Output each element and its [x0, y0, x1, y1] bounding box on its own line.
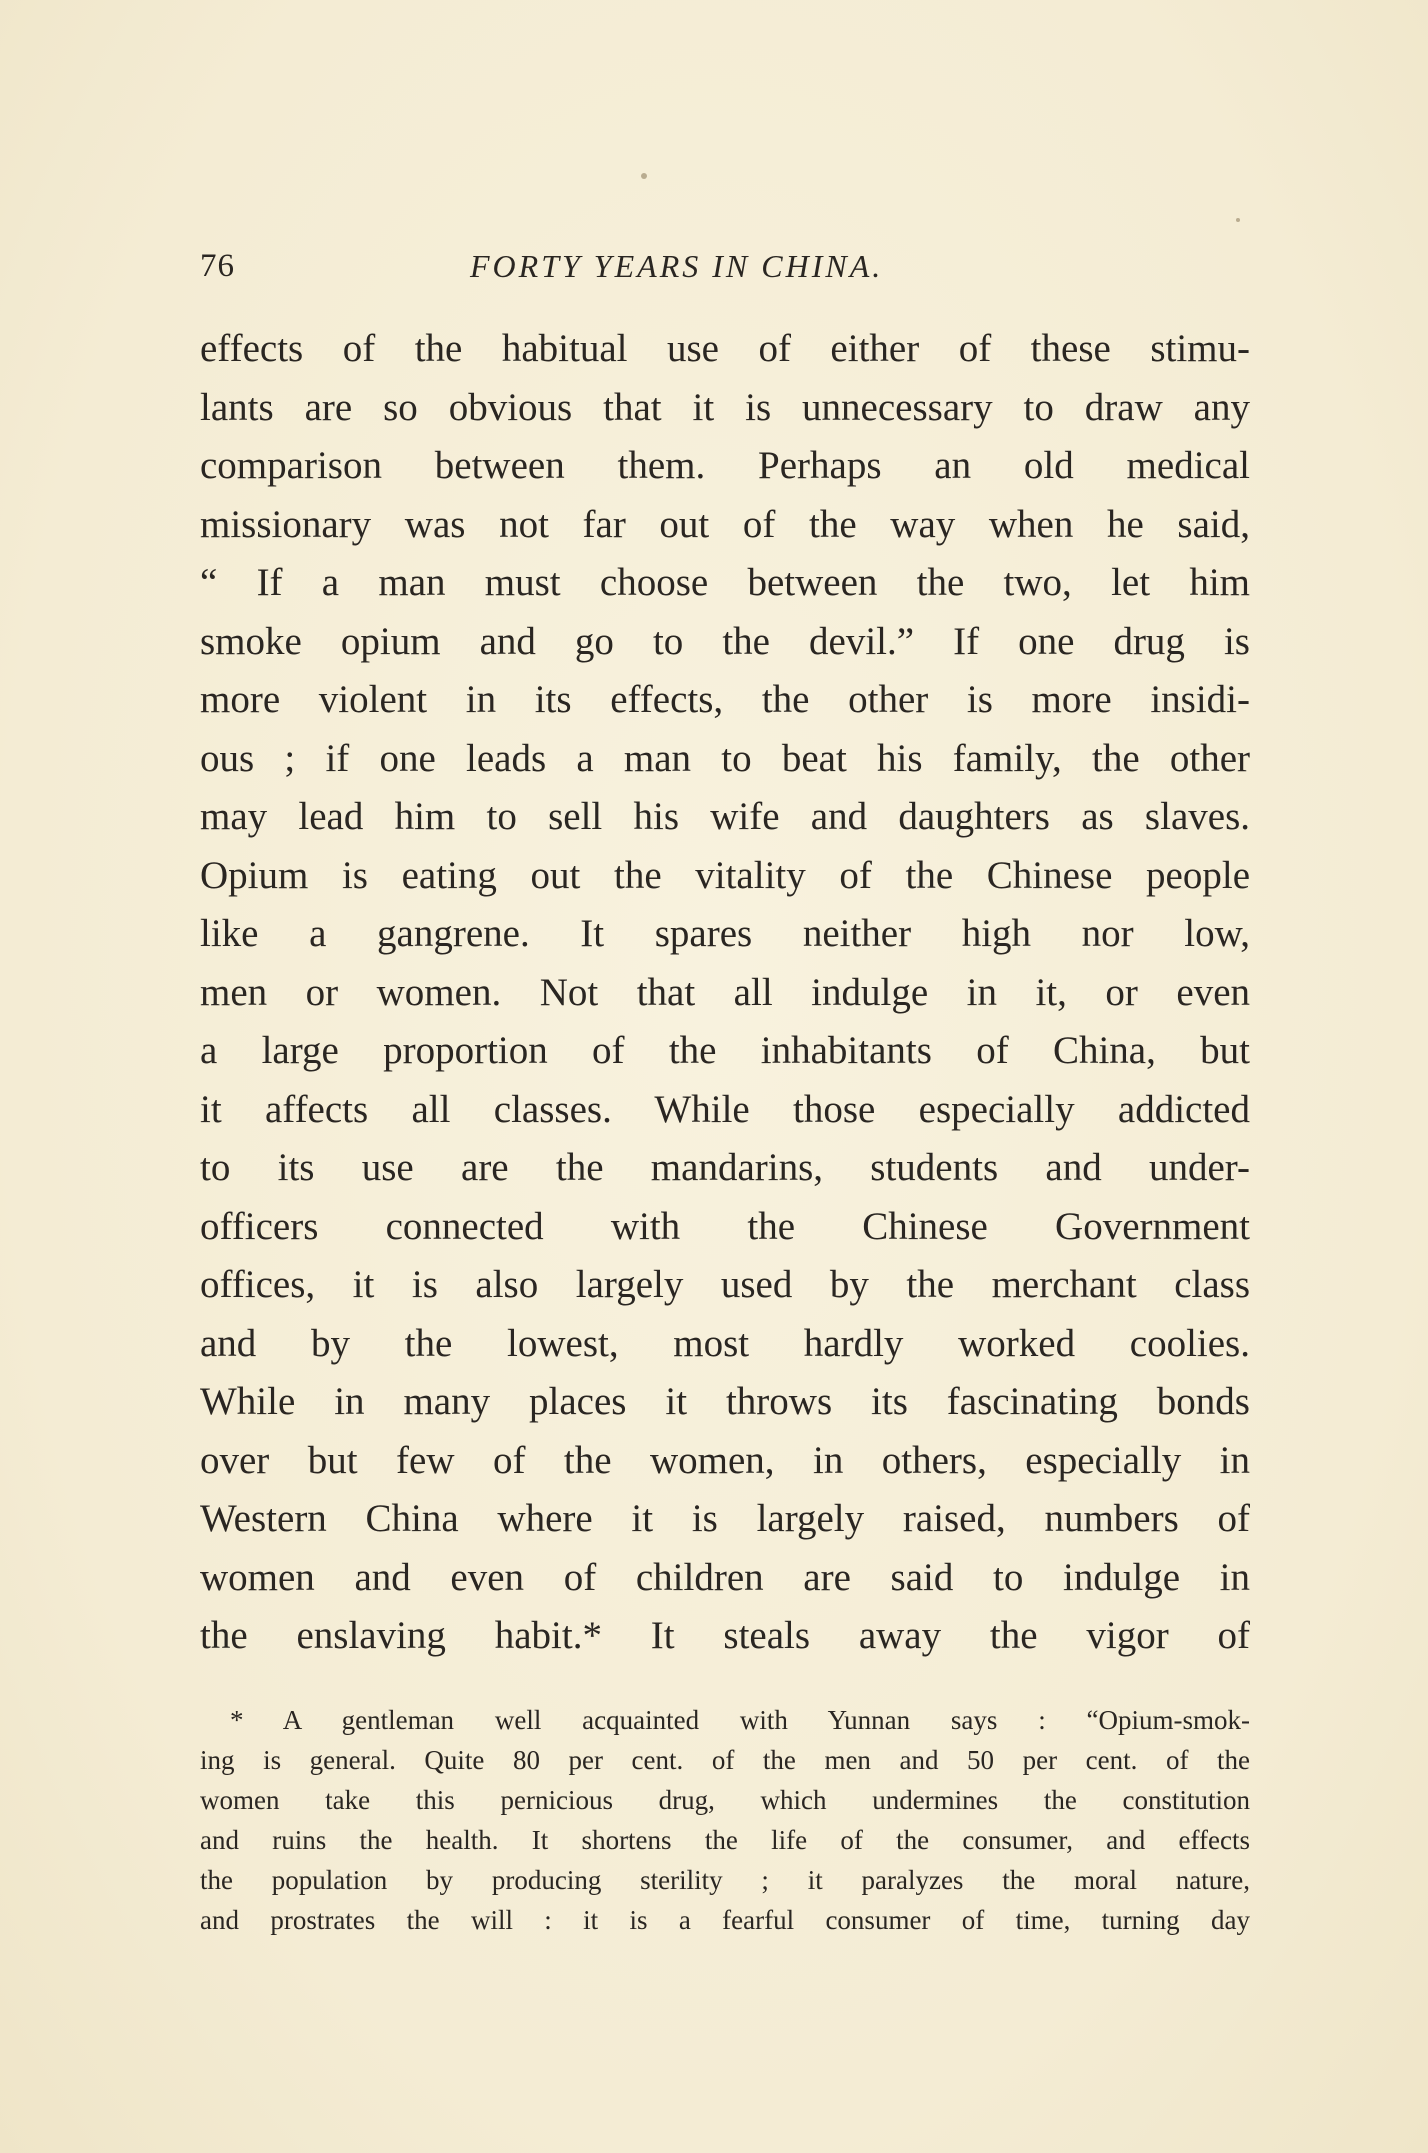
text-line: to its use are the mandarins, students and under- — [200, 1146, 1250, 1189]
footnote-line: women take this pernicious drug, which undermines the constitution — [200, 1785, 1250, 1815]
text-line: and by the lowest, most hardly worked coolies. — [200, 1321, 1250, 1365]
text-line: officers connected with the Chinese Government — [200, 1204, 1250, 1248]
text-line: While in many places it throws its fascinating bonds — [200, 1380, 1250, 1423]
text-line: Western China where it is largely raised, numbers of — [200, 1497, 1250, 1540]
book-title: FORTY YEARS IN CHINA. — [470, 248, 884, 284]
footnote-line: * A gentleman well acquainted with Yunnan says : “Opium-smok- — [230, 1705, 1250, 1735]
text-line: ous ; if one leads a man to beat his family, the other — [200, 736, 1250, 780]
text-line: women and even of children are said to indulge in — [200, 1555, 1250, 1599]
footnote-line: and prostrates the will : it is a fearful consumer of time, turning day — [200, 1905, 1250, 1935]
text-line: may lead him to sell his wife and daughters as slaves. — [200, 795, 1250, 838]
footnote-line: and ruins the health. It shortens the life of the consumer, and effects — [200, 1825, 1250, 1855]
text-line: more violent in its effects, the other is more insidi- — [200, 678, 1250, 721]
text-line: lants are so obvious that it is unnecessary to draw any — [200, 385, 1250, 429]
text-line: over but few of the women, in others, especially in — [200, 1438, 1250, 1482]
text-line: missionary was not far out of the way when he said, — [200, 502, 1250, 546]
footnote — [200, 1700, 1250, 1940]
text-line: the enslaving habit.* It steals away the vigor of — [200, 1614, 1250, 1657]
footnote-line: ing is general. Quite 80 per cent. of the men and 50 per cent. of the — [200, 1745, 1250, 1775]
footnote-line: the population by producing sterility ; it paralyzes the moral nature, — [200, 1865, 1250, 1895]
text-line: Opium is eating out the vitality of the Chinese people — [200, 853, 1250, 897]
paper-speck — [1236, 218, 1240, 222]
text-line: it affects all classes. While those especially addicted — [200, 1087, 1250, 1131]
text-line: a large proportion of the inhabitants of China, but — [200, 1029, 1250, 1072]
text-line: men or women. Not that all indulge in it, or even — [200, 970, 1250, 1014]
text-line: like a gangrene. It spares neither high nor low, — [200, 912, 1250, 955]
text-line: smoke opium and go to the devil.” If one drug is — [200, 619, 1250, 663]
text-line: effects of the habitual use of either of these stimu- — [200, 327, 1250, 370]
page-number: 76 — [200, 248, 235, 284]
body-text — [200, 320, 1250, 1666]
paper-speck — [641, 173, 647, 179]
running-head — [200, 248, 1250, 298]
text-line: “ If a man must choose between the two, let him — [200, 561, 1250, 604]
text-line: comparison between them. Perhaps an old medical — [200, 444, 1250, 487]
text-line: offices, it is also largely used by the merchant class — [200, 1263, 1250, 1306]
